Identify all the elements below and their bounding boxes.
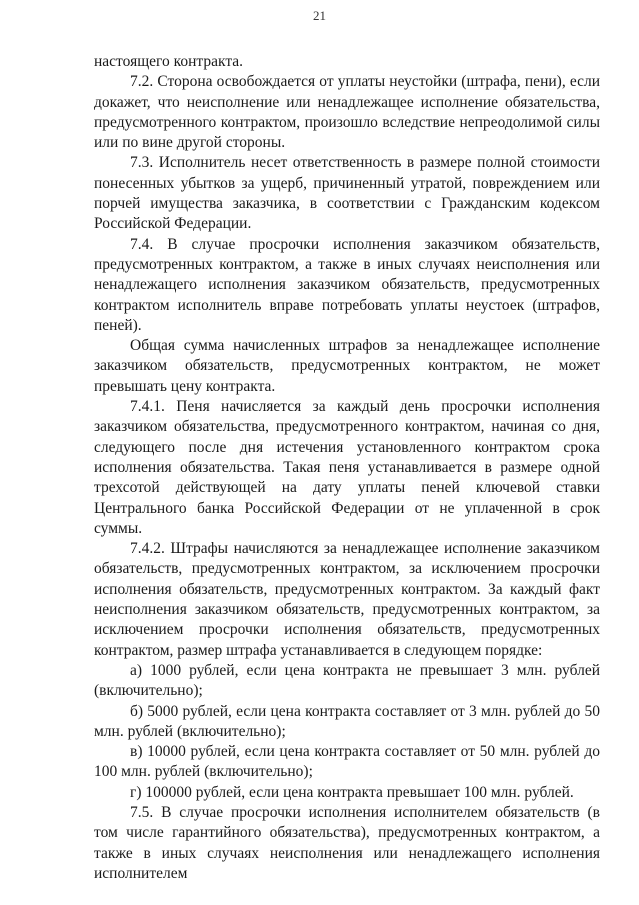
paragraph-7-3: 7.3. Исполнитель несет ответственность в размере полной стоимости понесенных убытков за ущерб, причиненный утратой, повреждением или порчей имущества заказчика, в соответствии с Гражданским кодексом Российской Федерации. — [94, 154, 600, 233]
document-body — [94, 52, 600, 884]
paragraph-7-4-1: 7.4.1. Пеня начисляется за каждый день просрочки исполнения заказчиком обязательства, предусмотренного контрактом, начиная со дня, следующего после дня истечения установленного контрактом срока исполнения обязательства. Такая пеня устанавливается в размере одной трехсотой действующей на дату уплаты пеней ключевой ставки Центрального банка Российской Федерации от не уплаченной в срок суммы. — [94, 398, 600, 537]
paragraph-continuation: настоящего контракта. — [94, 53, 244, 70]
list-item-v: в) 10000 рублей, если цена контракта составляет от 50 млн. рублей до 100 млн. рублей (включительно); — [94, 743, 600, 781]
list-item-a: а) 1000 рублей, если цена контракта не превышает 3 млн. рублей (включительно); — [94, 661, 600, 700]
list-item-b: б) 5000 рублей, если цена контракта составляет от 3 млн. рублей до 50 млн. рублей (включительно); — [94, 702, 600, 740]
paragraph-7-4-2: 7.4.2. Штрафы начисляются за ненадлежащее исполнение заказчиком обязательств, предусмотренных контрактом, за исключением просрочки исполнения обязательств, предусмотренных контрактом. За каждый факт неисполнения заказчиком обязательств, предусмотренных контрактом, за исключением просрочки исполнения обязательств, предусмотренных контрактом, размер штрафа устанавливается в следующем порядке: — [94, 540, 600, 659]
paragraph-7-2: 7.2. Сторона освобождается от уплаты неустойки (штрафа, пени), если докажет, что неисполнение или ненадлежащее исполнение обязательства, предусмотренного контрактом, произошло вследствие непреодолимой силы или по вине другой стороны. — [94, 73, 600, 152]
list-item-g: г) 100000 рублей, если цена контракта превышает 100 млн. рублей. — [130, 783, 574, 801]
paragraph-7-5: 7.5. В случае просрочки исполнения исполнителем обязательств (в том числе гарантийного обязательства), предусмотренных контрактом, а также в иных случаях неисполнения или ненадлежащего исполнения исполнителем — [94, 803, 600, 882]
page-number: 21 — [313, 8, 326, 23]
paragraph-7-4: 7.4. В случае просрочки исполнения заказчиком обязательств, предусмотренных контрактом, а также в иных случаях неисполнения или ненадлежащего исполнения заказчиком обязательств, предусмотренных контрактом исполнитель вправе потребовать уплаты неустоек (штрафов, пеней). — [94, 235, 600, 334]
paragraph-total-fines: Общая сумма начисленных штрафов за ненадлежащее исполнение заказчиком обязательств, предусмотренных контрактом, не может превышать цену контракта. — [94, 337, 600, 395]
